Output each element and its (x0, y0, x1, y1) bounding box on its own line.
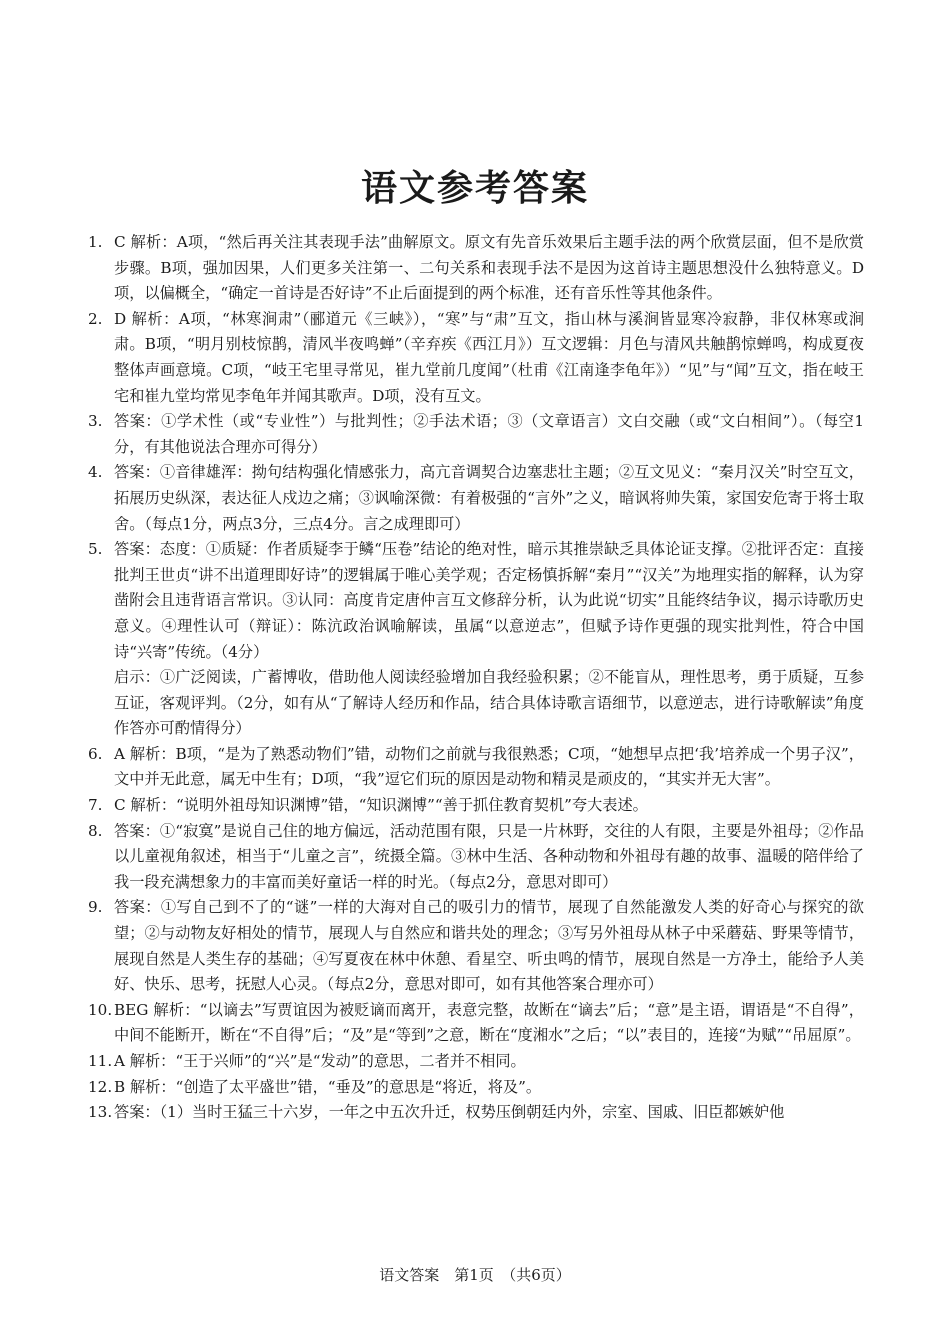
answer-item-5 (88, 537, 864, 742)
item-number: 2. (88, 309, 103, 328)
item-text: 答案：①写自己到不了的“谜”一样的大海对自己的吸引力的情节，展现了自然能激发人类的好奇心与探究的欲望；②与动物友好相处的情节，展现人与自然应和谐共处的理念；③写另外祖母从林子中采蘑菇、野果等情节，展现自然是人类生存的基础；④写夏夜在林中休憩、看星空、听虫鸣的情节，展现自然是一方净土，能给予人美好、快乐、思考，抚慰人心灵。（每点2分，意思对即可，如有其他答案合理亦可） (114, 898, 864, 994)
item-text: C 解析：A项，“然后再关注其表现手法”曲解原文。原文有先音乐效果后主题手法的两个欣赏层面，但不是欣赏步骤。B项，强加因果，人们更多关注第一、二句关系和表现手法不是因为这首诗主题思想没什么独特意义。D项，以偏概全，“确定一首诗是否好诗”不止后面提到的两个标准，还有音乐性等其他条件。 (114, 233, 864, 303)
item-number: 5. (88, 540, 103, 559)
item-number: 3. (88, 412, 103, 431)
item-text: 答案：①学术性（或“专业性”）与批判性；②手法术语；③（文章语言）文白交融（或“文白相间”）。（每空1分，有其他说法合理亦可得分） (114, 412, 864, 456)
answer-item-8 (88, 819, 864, 896)
item-number: 8. (88, 821, 103, 840)
item-text: 答案：（1）当时王猛三十六岁，一年之中五次升迁，权势压倒朝廷内外，宗室、国戚、旧臣都嫉妒他 (114, 1103, 785, 1122)
answer-list (88, 230, 864, 1126)
answer-item-10 (88, 998, 864, 1049)
answer-item-7 (88, 793, 864, 819)
answer-item-1 (88, 230, 864, 307)
answer-item-3 (88, 409, 864, 460)
item-text: A 解析：B项，“是为了熟悉动物们”错，动物们之前就与我很熟悉；C项，“她想早点把‘我’培养成一个男子汉”，文中并无此意，属无中生有；D项，“我”逗它们玩的原因是动物和精灵是顽皮的，“其实并无大害”。 (114, 744, 864, 789)
item-number: 12. (88, 1077, 113, 1096)
item-number: 9. (88, 898, 103, 917)
item-number: 10. (88, 1000, 113, 1019)
item-text: A 解析：“王于兴师”的“兴”是“发动”的意思，二者并不相同。 (114, 1052, 526, 1070)
item-number: 4. (88, 463, 103, 482)
answer-item-6 (88, 742, 864, 793)
answer-item-11 (88, 1049, 864, 1075)
answer-item-13 (88, 1100, 864, 1126)
item-extra-text: 启示：①广泛阅读，广蓄博收，借助他人阅读经验增加自我经验积累；②不能盲从，理性思考，勇于质疑，互参互证，客观评判。（2分，如有从“了解诗人经历和作品，结合具体诗歌言语细节，以意逆志，进行诗歌解读”角度作答亦可酌情得分） (114, 668, 864, 738)
item-text: B 解析：“创造了太平盛世”错，“垂及”的意思是“将近，将及”。 (114, 1077, 542, 1096)
answer-item-12 (88, 1075, 864, 1101)
answer-item-2 (88, 307, 864, 409)
page-title: 语文参考答案 (360, 168, 589, 209)
item-text: 答案：态度：①质疑：作者质疑李于鳞“压卷”结论的绝对性，暗示其推崇缺乏具体论证支撑。②批评否定：直接批判王世贞“讲不出道理即好诗”的逻辑属于唯心美学观；否定杨慎拆解“秦月”“汉关”为地理实指的解释，认为穿凿附会且违背语言常识。③认同：高度肯定唐仲言互文修辞分析，认为此说“切实”且能终结争议，揭示诗歌历史意义。④理性认可（辩证）：陈沆政治讽喻解读，虽属“以意逆志”，但赋予诗作更强的现实批判性，符合中国诗“兴寄”传统。（4分） (114, 540, 864, 661)
page-footer: 语文答案 第1页 （共6页） (379, 1266, 571, 1284)
item-text: BEG 解析：“以谪去”写贾谊因为被贬谪而离开，表意完整，故断在“谪去”后；“意”是主语，谓语是“不自得”，中间不能断开，断在“不自得”后；“及”是“等到”之意，断在“度湘水”之后；“以”表目的，连接“为赋”“吊屈原”。 (114, 1000, 864, 1045)
item-text: 答案：①音律雄浑：拗句结构强化情感张力，高亢音调契合边塞悲壮主题；②互文见义：“秦月汉关”时空互文，拓展历史纵深，表达征人戍边之痛；③讽喻深微：有着极强的“言外”之义，暗讽将帅失策，家国安危寄于将士取舍。（每点1分，两点3分，三点4分。言之成理即可） (114, 463, 864, 533)
item-number: 13. (88, 1103, 113, 1122)
item-number: 7. (88, 796, 103, 815)
item-text: C 解析：“说明外祖母知识渊博”错，“知识渊博”“善于抓住教育契机”夸大表述。 (114, 796, 648, 815)
item-text: D 解析：A项，“林寒涧肃”（郦道元《三峡》），“寒”与“肃”互文，指山林与溪涧皆显寒冷寂静，非仅林寒或涧肃。B项，“明月别枝惊鹊，清风半夜鸣蝉”（辛弃疾《西江月》）互文逻辑：月色与清风共触鹊惊蝉鸣，构成夏夜整体声画意境。C项，“岐王宅里寻常见，崔九堂前几度闻”（杜甫《江南逢李龟年》）“见”与“闻”互文，指在岐王宅和崔九堂均常见李龟年并闻其歌声。D项，没有互文。 (114, 309, 864, 405)
item-text: 答案：①“寂寞”是说自己住的地方偏远，活动范围有限，只是一片林野，交往的人有限，主要是外祖母；②作品以儿童视角叙述，相当于“儿童之言”，统摄全篇。③林中生活、各种动物和外祖母有趣的故事、温暖的陪伴给了我一段充满想象力的丰富而美好童话一样的时光。（每点2分，意思对即可） (114, 821, 864, 891)
item-number: 6. (88, 744, 103, 763)
item-number: 11. (88, 1052, 113, 1070)
answer-item-9 (88, 895, 864, 997)
item-number: 1. (88, 233, 103, 251)
item-body (114, 537, 864, 742)
answer-item-4 (88, 460, 864, 537)
